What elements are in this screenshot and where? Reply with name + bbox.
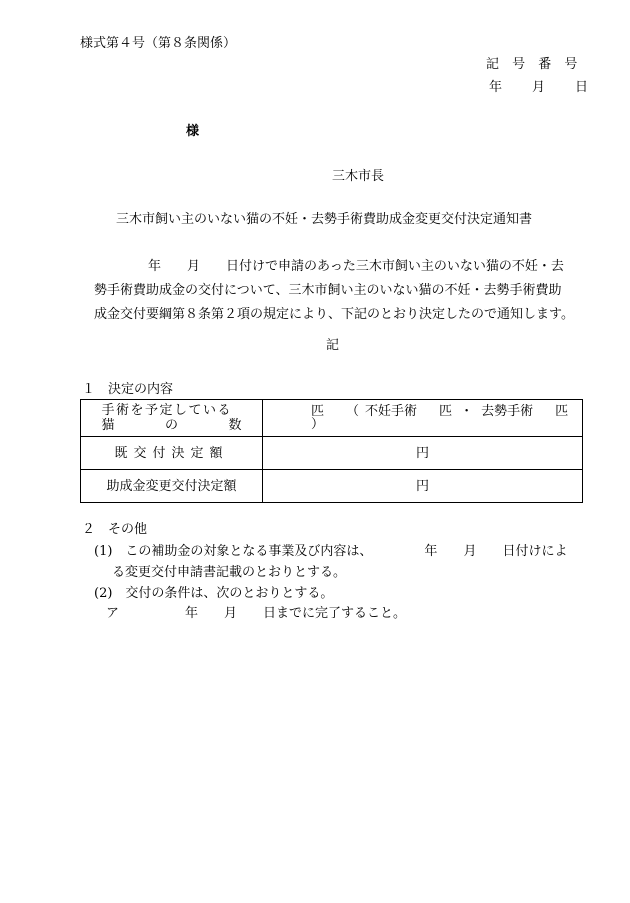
item-2-a-month: 月	[224, 606, 238, 621]
document-title: 三木市飼い主のいない猫の不妊・去勢手術費助成金変更交付決定通知書	[116, 212, 533, 227]
separator-dot: ・	[460, 404, 474, 419]
body-paragraph	[94, 255, 594, 327]
label-char: 猫	[101, 418, 115, 433]
date-day: 日	[575, 80, 589, 95]
body-line-3: 成金交付要綱第８条第２項の規定により、下記のとおり決定したので通知します。	[94, 307, 574, 322]
date-month: 月	[532, 80, 546, 95]
item-2-a-suffix: 日までに完了すること。	[263, 606, 407, 621]
body-month: 月	[187, 259, 201, 274]
item-2-a-year: 年	[185, 606, 199, 621]
body-year: 年	[148, 259, 162, 274]
issue-date	[489, 81, 588, 94]
section-2-heading: ２ その他	[82, 522, 148, 537]
changed-decision-amount-value: 円	[263, 470, 583, 503]
item-1-line-2: る変更交付申請書記載のとおりとする。	[112, 565, 347, 580]
paren-close: ）	[311, 417, 325, 432]
cat-count-label-line1: 手術を予定している	[101, 403, 233, 418]
date-year: 年	[489, 80, 503, 95]
body-line-1-text: 日付けで申請のあった三木市飼い主のいない猫の不妊・去	[226, 259, 564, 274]
item-1-year: 年	[424, 544, 438, 559]
castration-label: 去勢手術	[481, 404, 534, 419]
item-2-sub-a	[106, 607, 406, 620]
cat-count-value	[263, 400, 583, 437]
body-line-2: 勢手術費助成金の交付について、三木市飼い主のいない猫の不妊・去勢手術費助	[94, 283, 562, 298]
prior-decision-amount-label: 既交付決定額	[81, 437, 263, 470]
body-line-1	[94, 255, 594, 279]
label-char: 数	[228, 418, 242, 433]
decision-table	[80, 399, 583, 503]
item-2-a-marker: ア	[106, 606, 120, 621]
changed-decision-amount-label: 助成金変更交付決定額	[81, 470, 263, 503]
item-1-line-1	[94, 545, 567, 558]
form-number: 様式第４号（第８条関係）	[80, 36, 237, 51]
item-2-line: (2) 交付の条件は、次のとおりとする。	[94, 586, 334, 601]
castration-unit: 匹	[555, 404, 569, 419]
cat-count-label-line2	[102, 418, 242, 433]
paren-open: （	[346, 404, 360, 419]
sterilization-label: 不妊手術	[365, 404, 418, 419]
ki-heading: 記	[326, 338, 340, 353]
table-row	[81, 470, 583, 503]
item-1-month: 月	[463, 544, 477, 559]
table-row	[81, 437, 583, 470]
table-row	[81, 400, 583, 437]
label-char: の	[164, 418, 178, 433]
count-unit: 匹	[311, 404, 325, 419]
document-number-label: 記 号 番 号	[486, 57, 582, 72]
addressee-honorific: 様	[186, 124, 200, 139]
cat-count-label	[81, 400, 263, 437]
issuer-name: 三木市長	[332, 169, 385, 184]
section-1-heading: １ 決定の内容	[82, 382, 174, 397]
prior-decision-amount-value: 円	[263, 437, 583, 470]
item-1-prefix: (1) この補助金の対象となる事業及び内容は、	[94, 544, 373, 559]
item-1-suffix: 日付けによ	[502, 544, 568, 559]
sterilization-unit: 匹	[439, 404, 453, 419]
